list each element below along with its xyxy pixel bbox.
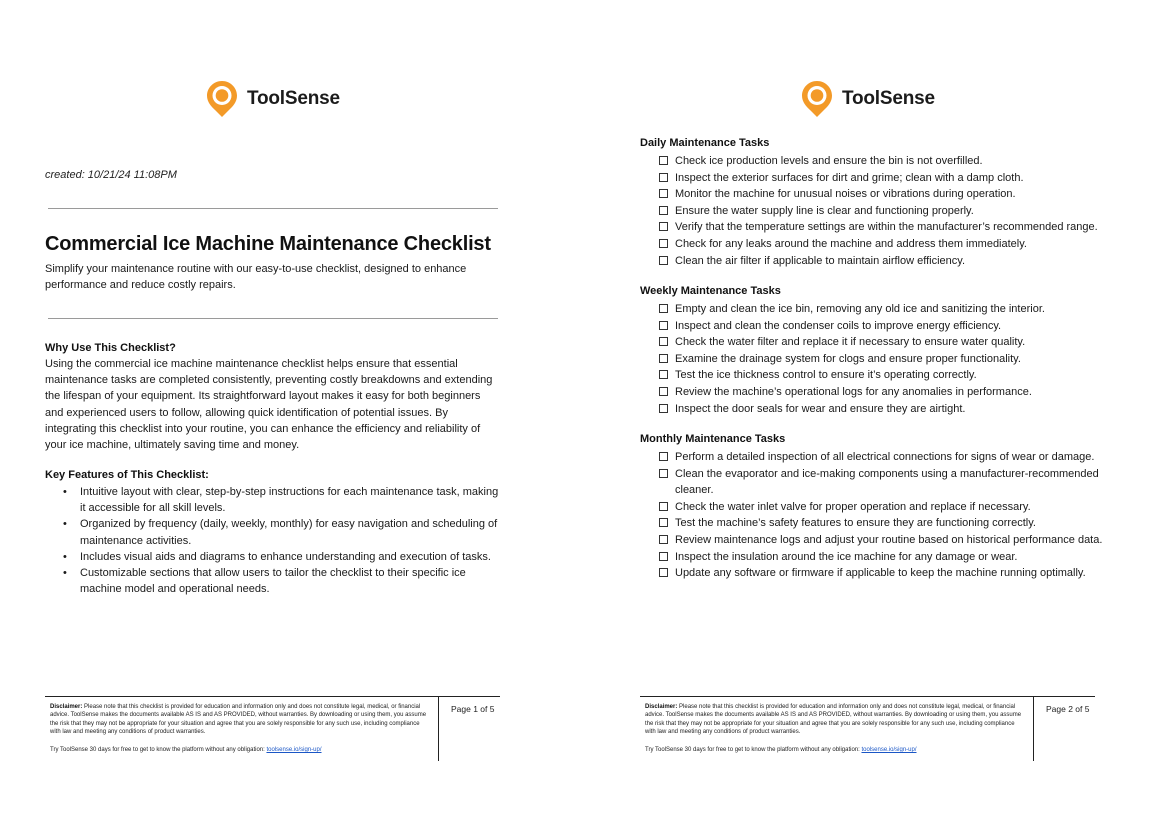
task-item bbox=[640, 367, 1110, 384]
disclaimer-text: Please note that this checklist is provided for education and information only and does not constitute legal, medical, or financial advice. ToolSense makes the documents available AS IS and AS PROVIDED, without warranties. By downloading or using them, you assume the risk that they may not be appropriate for your situation and agree that you are solely responsible for any such use, including compliance with law and meeting any conditions of product warranties. bbox=[50, 704, 427, 736]
checkbox[interactable] bbox=[659, 552, 668, 561]
created-timestamp: created: 10/21/24 11:08PM bbox=[45, 169, 177, 181]
features-list bbox=[45, 484, 501, 597]
checkbox[interactable] bbox=[659, 222, 668, 231]
disclaimer-label: Disclaimer: bbox=[50, 704, 83, 710]
task-text: Update any software or firmware if applicable to keep the machine running optimally. bbox=[675, 567, 1086, 580]
features-heading: Key Features of This Checklist: bbox=[45, 469, 209, 481]
task-text: Ensure the water supply line is clear and functioning properly. bbox=[675, 204, 974, 217]
task-item bbox=[640, 203, 1110, 220]
bullet-icon: • bbox=[63, 550, 67, 563]
checkbox[interactable] bbox=[659, 370, 668, 379]
location-pin-logo-icon bbox=[801, 80, 833, 118]
toolsense-logo bbox=[801, 80, 935, 118]
checkbox[interactable] bbox=[659, 518, 668, 527]
weekly-section bbox=[640, 285, 1110, 417]
page-subtitle: Simplify your maintenance routine with our easy-to-use checklist, designed to enhance performance and reduce costly repairs. bbox=[45, 263, 467, 292]
page-footer bbox=[640, 696, 1095, 761]
page-number: Page 1 of 5 bbox=[451, 704, 495, 714]
checkbox[interactable] bbox=[659, 535, 668, 544]
trial-offer bbox=[50, 747, 322, 753]
task-text: Test the machine’s safety features to ensure they are functioning correctly. bbox=[675, 517, 1036, 530]
monthly-task-list bbox=[640, 449, 1110, 582]
task-item bbox=[640, 384, 1110, 401]
footer-divider bbox=[438, 697, 439, 761]
feature-text: Customizable sections that allow users to tailor the checklist to their specific ice machine model and operational needs. bbox=[80, 567, 466, 596]
task-text: Clean the air filter if applicable to maintain airflow efficiency. bbox=[675, 254, 966, 267]
page-2 bbox=[595, 0, 1150, 832]
footer-divider bbox=[1033, 697, 1034, 761]
task-item bbox=[640, 219, 1110, 236]
task-item bbox=[640, 401, 1110, 418]
trial-text: Try ToolSense 30 days for free to get to know the platform without any obligation: bbox=[50, 747, 267, 753]
disclaimer bbox=[645, 703, 1025, 737]
task-text: Inspect the insulation around the ice machine for any damage or wear. bbox=[675, 550, 1018, 563]
checkbox[interactable] bbox=[659, 321, 668, 330]
monthly-section bbox=[640, 433, 1110, 582]
bullet-icon: • bbox=[63, 518, 67, 531]
task-text: Monitor the machine for unusual noises or vibrations during operation. bbox=[675, 188, 1016, 201]
page-title: Commercial Ice Machine Maintenance Checklist bbox=[45, 233, 491, 255]
checkbox[interactable] bbox=[659, 354, 668, 363]
feature-text: Includes visual aids and diagrams to enhance understanding and execution of tasks. bbox=[80, 550, 491, 563]
task-item bbox=[640, 186, 1110, 203]
task-item bbox=[640, 532, 1110, 549]
divider bbox=[48, 318, 498, 319]
page-number: Page 2 of 5 bbox=[1046, 704, 1090, 714]
brand-name: ToolSense bbox=[842, 88, 935, 109]
location-pin-logo-icon bbox=[206, 80, 238, 118]
toolsense-logo bbox=[206, 80, 340, 118]
page-footer bbox=[45, 696, 500, 761]
task-item bbox=[640, 499, 1110, 516]
list-item bbox=[45, 516, 501, 548]
task-text: Inspect and clean the condenser coils to improve energy efficiency. bbox=[675, 319, 1002, 332]
task-item bbox=[640, 170, 1110, 187]
checkbox[interactable] bbox=[659, 387, 668, 396]
checkbox[interactable] bbox=[659, 304, 668, 313]
task-item bbox=[640, 449, 1110, 466]
checkbox[interactable] bbox=[659, 404, 668, 413]
task-text: Clean the evaporator and ice-making components using a manufacturer-recommended cleaner. bbox=[675, 467, 1099, 497]
signup-link[interactable]: toolsense.io/sign-up/ bbox=[861, 747, 917, 753]
checkbox[interactable] bbox=[659, 337, 668, 346]
task-item bbox=[640, 351, 1110, 368]
task-text: Review maintenance logs and adjust your routine based on historical performance data. bbox=[675, 533, 1103, 546]
task-text: Test the ice thickness control to ensure it’s operating correctly. bbox=[675, 369, 977, 382]
weekly-heading: Weekly Maintenance Tasks bbox=[640, 285, 781, 297]
checkbox[interactable] bbox=[659, 469, 668, 478]
checkbox[interactable] bbox=[659, 452, 668, 461]
task-item bbox=[640, 301, 1110, 318]
bullet-icon: • bbox=[63, 486, 67, 498]
signup-link[interactable]: toolsense.io/sign-up/ bbox=[266, 747, 322, 753]
disclaimer-label: Disclaimer: bbox=[645, 704, 678, 710]
checkbox[interactable] bbox=[659, 502, 668, 511]
task-text: Check ice production levels and ensure the bin is not overfilled. bbox=[675, 155, 983, 167]
why-paragraph: Using the commercial ice machine maintenance checklist helps ensure that essential maintenance tasks are completed consistently, preventing costly breakdowns and extending the lifespan of your equipment. Its straightforward layout makes it easy for both beginners and experienced users to follow, allowing quick identification of potential issues. By integrating this checklist into your routine, you can enhance the efficiency and reliability of your ice machine, ultimately saving time and money. bbox=[45, 358, 493, 452]
checkbox[interactable] bbox=[659, 206, 668, 215]
trial-text: Try ToolSense 30 days for free to get to know the platform without any obligation: bbox=[645, 747, 862, 753]
monthly-heading: Monthly Maintenance Tasks bbox=[640, 433, 786, 445]
feature-text: Organized by frequency (daily, weekly, monthly) for easy navigation and scheduling of maintenance activities. bbox=[80, 518, 498, 547]
task-item bbox=[640, 236, 1110, 253]
daily-section bbox=[640, 137, 1110, 269]
task-text: Inspect the exterior surfaces for dirt and grime; clean with a damp cloth. bbox=[675, 171, 1024, 184]
daily-heading: Daily Maintenance Tasks bbox=[640, 137, 770, 149]
list-item bbox=[45, 549, 501, 565]
task-item bbox=[640, 549, 1110, 566]
task-item bbox=[640, 334, 1110, 351]
checkbox[interactable] bbox=[659, 189, 668, 198]
brand-name: ToolSense bbox=[247, 88, 340, 109]
task-item bbox=[640, 318, 1110, 335]
checkbox[interactable] bbox=[659, 156, 668, 165]
disclaimer bbox=[50, 703, 430, 737]
feature-text: Intuitive layout with clear, step-by-step instructions for each maintenance task, making it accessible for all skill levels. bbox=[80, 486, 499, 515]
task-item bbox=[640, 466, 1110, 499]
checkbox[interactable] bbox=[659, 173, 668, 182]
checkbox[interactable] bbox=[659, 568, 668, 577]
task-text: Inspect the door seals for wear and ensure they are airtight. bbox=[675, 402, 966, 415]
task-text: Verify that the temperature settings are within the manufacturer’s recommended range. bbox=[675, 221, 1098, 234]
task-item bbox=[640, 515, 1110, 532]
task-text: Review the machine’s operational logs for any anomalies in performance. bbox=[675, 385, 1032, 398]
checkbox[interactable] bbox=[659, 239, 668, 248]
list-item bbox=[45, 565, 501, 597]
trial-offer bbox=[645, 747, 917, 753]
task-text: Examine the drainage system for clogs and ensure proper functionality. bbox=[675, 352, 1021, 365]
divider bbox=[48, 208, 498, 209]
daily-task-list bbox=[640, 153, 1110, 269]
task-text: Check for any leaks around the machine and address them immediately. bbox=[675, 237, 1027, 250]
task-text: Perform a detailed inspection of all electrical connections for signs of wear or damage. bbox=[675, 451, 1095, 463]
list-item bbox=[45, 484, 501, 516]
disclaimer-text: Please note that this checklist is provided for education and information only and does not constitute legal, medical, or financial advice. ToolSense makes the documents available AS IS and AS PROVIDED, without warranties. By downloading or using them, you assume the risk that they may not be appropriate for your situation and agree that you are solely responsible for any such use, including compliance with law and meeting any conditions of product warranties. bbox=[645, 704, 1022, 736]
task-text: Check the water filter and replace it if necessary to ensure water quality. bbox=[675, 336, 1026, 349]
task-item bbox=[640, 253, 1110, 270]
task-item bbox=[640, 153, 1110, 170]
task-text: Check the water inlet valve for proper operation and replace if necessary. bbox=[675, 500, 1031, 513]
task-text: Empty and clean the ice bin, removing any old ice and sanitizing the interior. bbox=[675, 303, 1045, 315]
checkbox[interactable] bbox=[659, 256, 668, 265]
weekly-task-list bbox=[640, 301, 1110, 417]
bullet-icon: • bbox=[63, 567, 67, 580]
task-item bbox=[640, 565, 1110, 582]
why-heading: Why Use This Checklist? bbox=[45, 342, 176, 354]
